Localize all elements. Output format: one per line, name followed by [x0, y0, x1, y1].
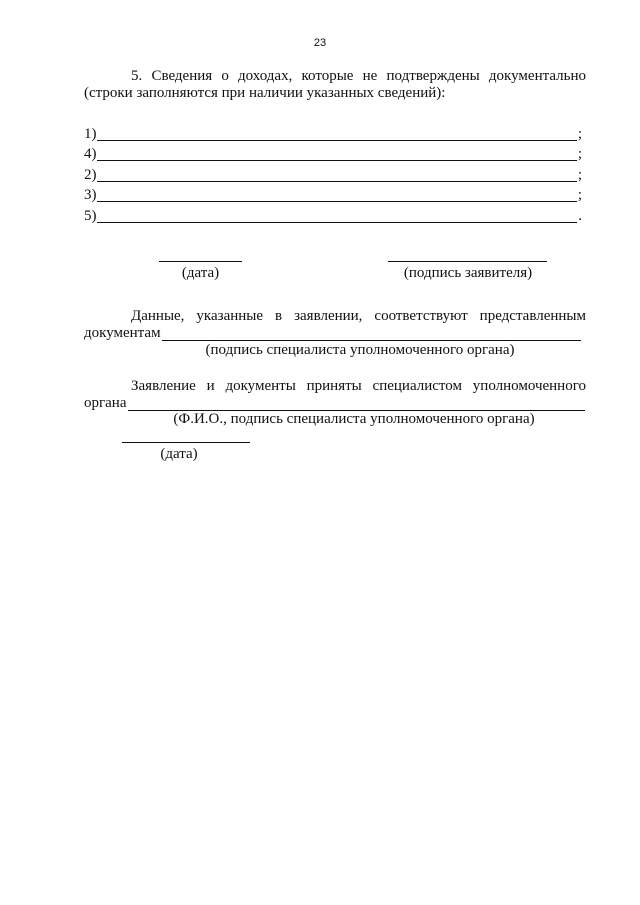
acceptance-line-2 [84, 395, 586, 412]
date-signature-line[interactable] [159, 261, 242, 262]
specialist-signature-blank[interactable] [162, 327, 581, 341]
income-line-blank[interactable] [97, 209, 578, 223]
income-line-number: 3) [84, 187, 97, 203]
specialist-signature-caption: (подпись специалиста уполномоченного органа) [205, 342, 515, 358]
income-line-number: 5) [84, 207, 97, 224]
acceptance-prefix: органа [84, 395, 127, 411]
date-caption: (дата) [181, 265, 220, 281]
income-line[interactable] [84, 184, 582, 205]
income-line-end: ; [577, 187, 582, 203]
page-number: 23 [313, 37, 327, 49]
income-line[interactable] [84, 122, 582, 143]
verification-prefix: документам [84, 325, 161, 341]
income-line-end: ; [577, 166, 582, 183]
applicant-signature-caption: (подпись заявителя) [403, 265, 533, 281]
verification-line-1: Данные, указанные в заявлении, соответствуют представленным [131, 308, 586, 324]
section-5-line-2: (строки заполняются при наличии указанных сведений): [84, 85, 446, 101]
income-line-end: . [578, 207, 582, 224]
income-line-number: 4) [84, 146, 97, 162]
specialist-name-signature-blank[interactable] [128, 397, 586, 411]
acceptance-line-1: Заявление и документы приняты специалистом уполномоченного [131, 378, 586, 394]
income-list [84, 122, 582, 225]
acceptance-date-line[interactable] [122, 442, 250, 443]
income-line[interactable] [84, 143, 582, 164]
verification-statement [84, 308, 586, 342]
income-line-blank[interactable] [97, 168, 577, 182]
income-line-blank[interactable] [97, 147, 577, 161]
income-line-end: ; [577, 146, 582, 162]
income-line[interactable] [84, 163, 582, 184]
income-line[interactable] [84, 204, 582, 225]
income-line-number: 2) [84, 166, 97, 183]
section-5-heading [84, 68, 586, 102]
acceptance-date-caption: (дата) [160, 446, 198, 462]
applicant-signature-line[interactable] [388, 261, 547, 262]
verification-line-2 [84, 325, 586, 342]
section-5-line-1: 5. Сведения о доходах, которые не подтверждены документально [131, 68, 586, 84]
income-line-blank[interactable] [97, 188, 577, 202]
income-line-end: ; [577, 125, 582, 142]
income-line-number: 1) [84, 125, 97, 142]
specialist-name-signature-caption: (Ф.И.О., подпись специалиста уполномоченного органа) [173, 411, 535, 427]
income-line-blank[interactable] [97, 127, 577, 141]
acceptance-statement [84, 378, 586, 412]
